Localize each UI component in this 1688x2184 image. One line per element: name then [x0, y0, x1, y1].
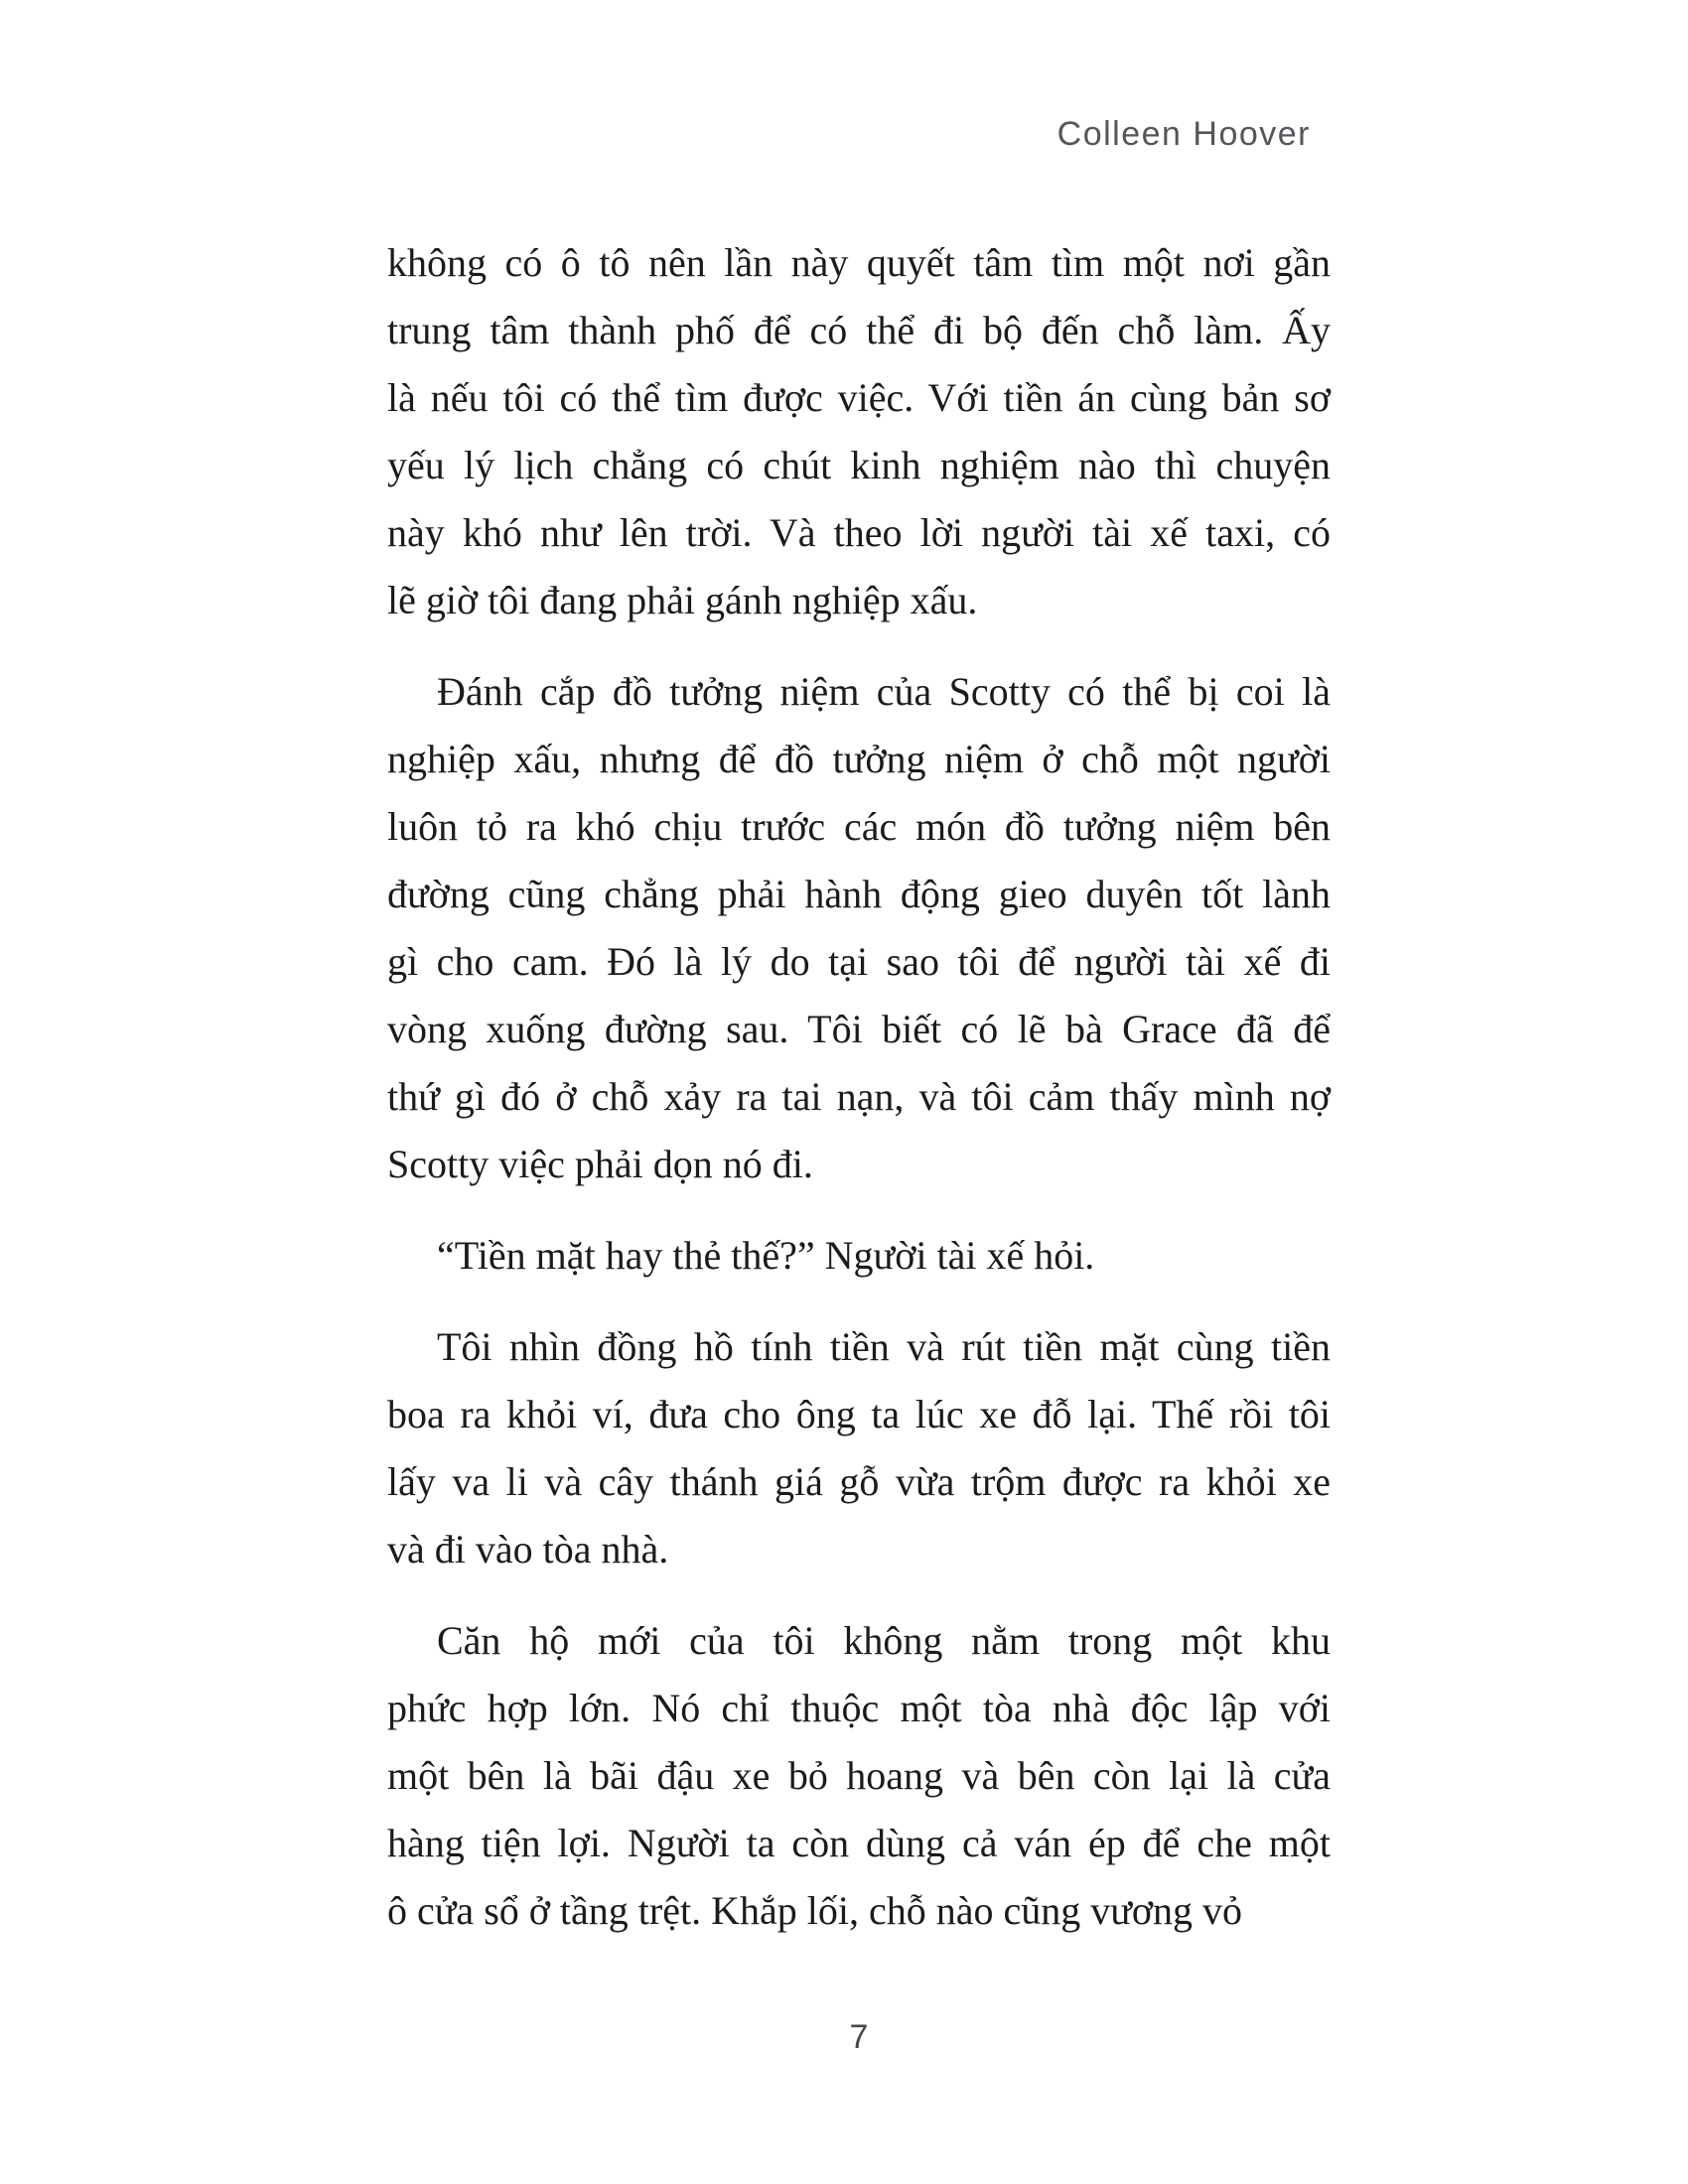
text-line: boa ra khỏi ví, đưa cho ông ta lúc xe đỗ lại. Thế rồi tôi	[387, 1392, 1331, 1436]
paragraph	[387, 1607, 1331, 1945]
text-line: vòng xuống đường sau. Tôi biết có lẽ bà Grace đã để	[387, 1007, 1331, 1051]
text-line: “Tiền mặt hay thẻ thế?” Người tài xế hỏi.	[437, 1233, 1095, 1278]
text-line: đường cũng chẳng phải hành động gieo duyên tốt lành	[387, 872, 1331, 916]
text-line: nghiệp xấu, nhưng để đồ tưởng niệm ở chỗ một người	[387, 737, 1331, 781]
text-line: Đánh cắp đồ tưởng niệm của Scotty có thể bị coi là	[437, 669, 1331, 714]
text-line: là nếu tôi có thể tìm được việc. Với tiền án cùng bản sơ	[387, 375, 1331, 420]
text-line: Tôi nhìn đồng hồ tính tiền và rút tiền mặt cùng tiền	[437, 1324, 1331, 1369]
text-line: một bên là bãi đậu xe bỏ hoang và bên còn lại là cửa	[387, 1753, 1331, 1798]
text-line: không có ô tô nên lần này quyết tâm tìm một nơi gần	[387, 240, 1331, 285]
paragraph	[387, 229, 1331, 634]
body-text	[387, 229, 1331, 1945]
text-line: này khó như lên trời. Và theo lời người tài xế taxi, có	[387, 510, 1331, 555]
paragraph	[387, 1222, 1331, 1290]
text-line: yếu lý lịch chẳng có chút kinh nghiệm nào thì chuyện	[387, 443, 1331, 487]
text-line: trung tâm thành phố để có thể đi bộ đến chỗ làm. Ấy	[387, 308, 1331, 352]
text-line: ô cửa sổ ở tầng trệt. Khắp lối, chỗ nào cũng vương vỏ	[387, 1888, 1243, 1933]
text-line: phức hợp lớn. Nó chỉ thuộc một tòa nhà độc lập với	[387, 1686, 1331, 1730]
text-line: Căn hộ mới của tôi không nằm trong một khu	[437, 1618, 1331, 1663]
text-line: thứ gì đó ở chỗ xảy ra tai nạn, và tôi cảm thấy mình nợ	[387, 1074, 1331, 1119]
text-line: Scotty việc phải dọn nó đi.	[387, 1142, 813, 1186]
text-line: gì cho cam. Đó là lý do tại sao tôi để người tài xế đi	[387, 939, 1331, 984]
text-line: luôn tỏ ra khó chịu trước các món đồ tưởng niệm bên	[387, 804, 1331, 849]
running-header: Colleen Hoover	[1056, 115, 1311, 153]
paragraph	[387, 1313, 1331, 1583]
text-line: và đi vào tòa nhà.	[387, 1527, 669, 1571]
text-line: lẽ giờ tôi đang phải gánh nghiệp xấu.	[387, 578, 978, 622]
page-number: 7	[849, 2018, 869, 2056]
text-line: hàng tiện lợi. Người ta còn dùng cả ván ép để che một	[387, 1821, 1331, 1865]
paragraph	[387, 658, 1331, 1198]
text-line: lấy va li và cây thánh giá gỗ vừa trộm được ra khỏi xe	[387, 1459, 1331, 1504]
